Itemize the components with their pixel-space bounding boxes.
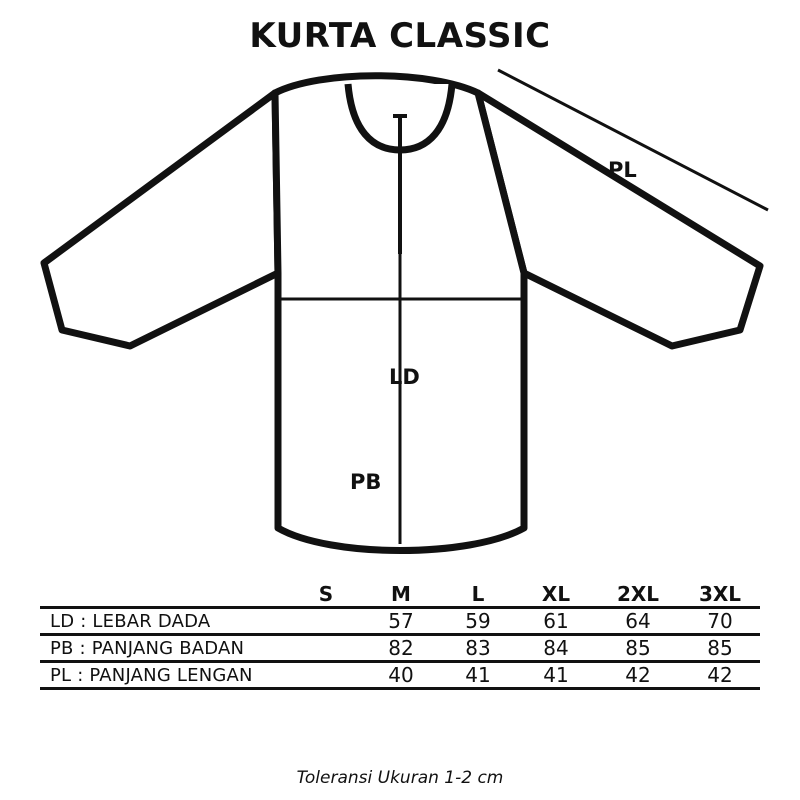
cell-pb-2xl: 85 bbox=[596, 635, 680, 662]
cell-ld-s bbox=[290, 608, 362, 635]
row-label-pb: PB : PANJANG BADAN bbox=[40, 635, 290, 662]
table-row bbox=[40, 608, 760, 635]
kurta-diagram bbox=[0, 58, 800, 578]
cell-pl-s bbox=[290, 662, 362, 689]
table-row bbox=[40, 635, 760, 662]
cell-ld-2xl: 64 bbox=[596, 608, 680, 635]
row-label-ld: LD : LEBAR DADA bbox=[40, 608, 290, 635]
cell-pb-3xl: 85 bbox=[680, 635, 760, 662]
cell-pb-l: 83 bbox=[440, 635, 516, 662]
label-pb: PB bbox=[350, 470, 382, 494]
size-table bbox=[40, 582, 760, 690]
cell-pl-m: 40 bbox=[362, 662, 440, 689]
cell-pb-xl: 84 bbox=[516, 635, 596, 662]
kurta-illustration-svg bbox=[0, 58, 800, 578]
table-row bbox=[40, 662, 760, 689]
left-sleeve-shape bbox=[44, 93, 278, 346]
header-size-xl: XL bbox=[541, 582, 571, 606]
cell-pl-xl: 41 bbox=[516, 662, 596, 689]
cell-pb-s bbox=[290, 635, 362, 662]
cell-ld-xl: 61 bbox=[516, 608, 596, 635]
header-size-l: L bbox=[471, 582, 485, 606]
header-size-s: S bbox=[318, 582, 334, 606]
cell-pb-m: 82 bbox=[362, 635, 440, 662]
label-pl: PL bbox=[608, 158, 637, 182]
cell-ld-m: 57 bbox=[362, 608, 440, 635]
tolerance-note: Toleransi Ukuran 1-2 cm bbox=[296, 768, 504, 788]
row-label-pl: PL : PANJANG LENGAN bbox=[40, 662, 290, 689]
header-blank bbox=[40, 582, 290, 608]
cell-pl-3xl: 42 bbox=[680, 662, 760, 689]
size-table-wrapper bbox=[40, 582, 760, 690]
header-size-3xl: 3XL bbox=[698, 582, 742, 606]
label-ld: LD bbox=[389, 365, 420, 389]
page-title: KURTA CLASSIC bbox=[249, 16, 551, 56]
header-size-m: M bbox=[391, 582, 411, 606]
header-size-2xl: 2XL bbox=[616, 582, 660, 606]
cell-ld-l: 59 bbox=[440, 608, 516, 635]
table-header-row bbox=[40, 582, 760, 608]
cell-pl-l: 41 bbox=[440, 662, 516, 689]
cell-ld-3xl: 70 bbox=[680, 608, 760, 635]
cell-pl-2xl: 42 bbox=[596, 662, 680, 689]
